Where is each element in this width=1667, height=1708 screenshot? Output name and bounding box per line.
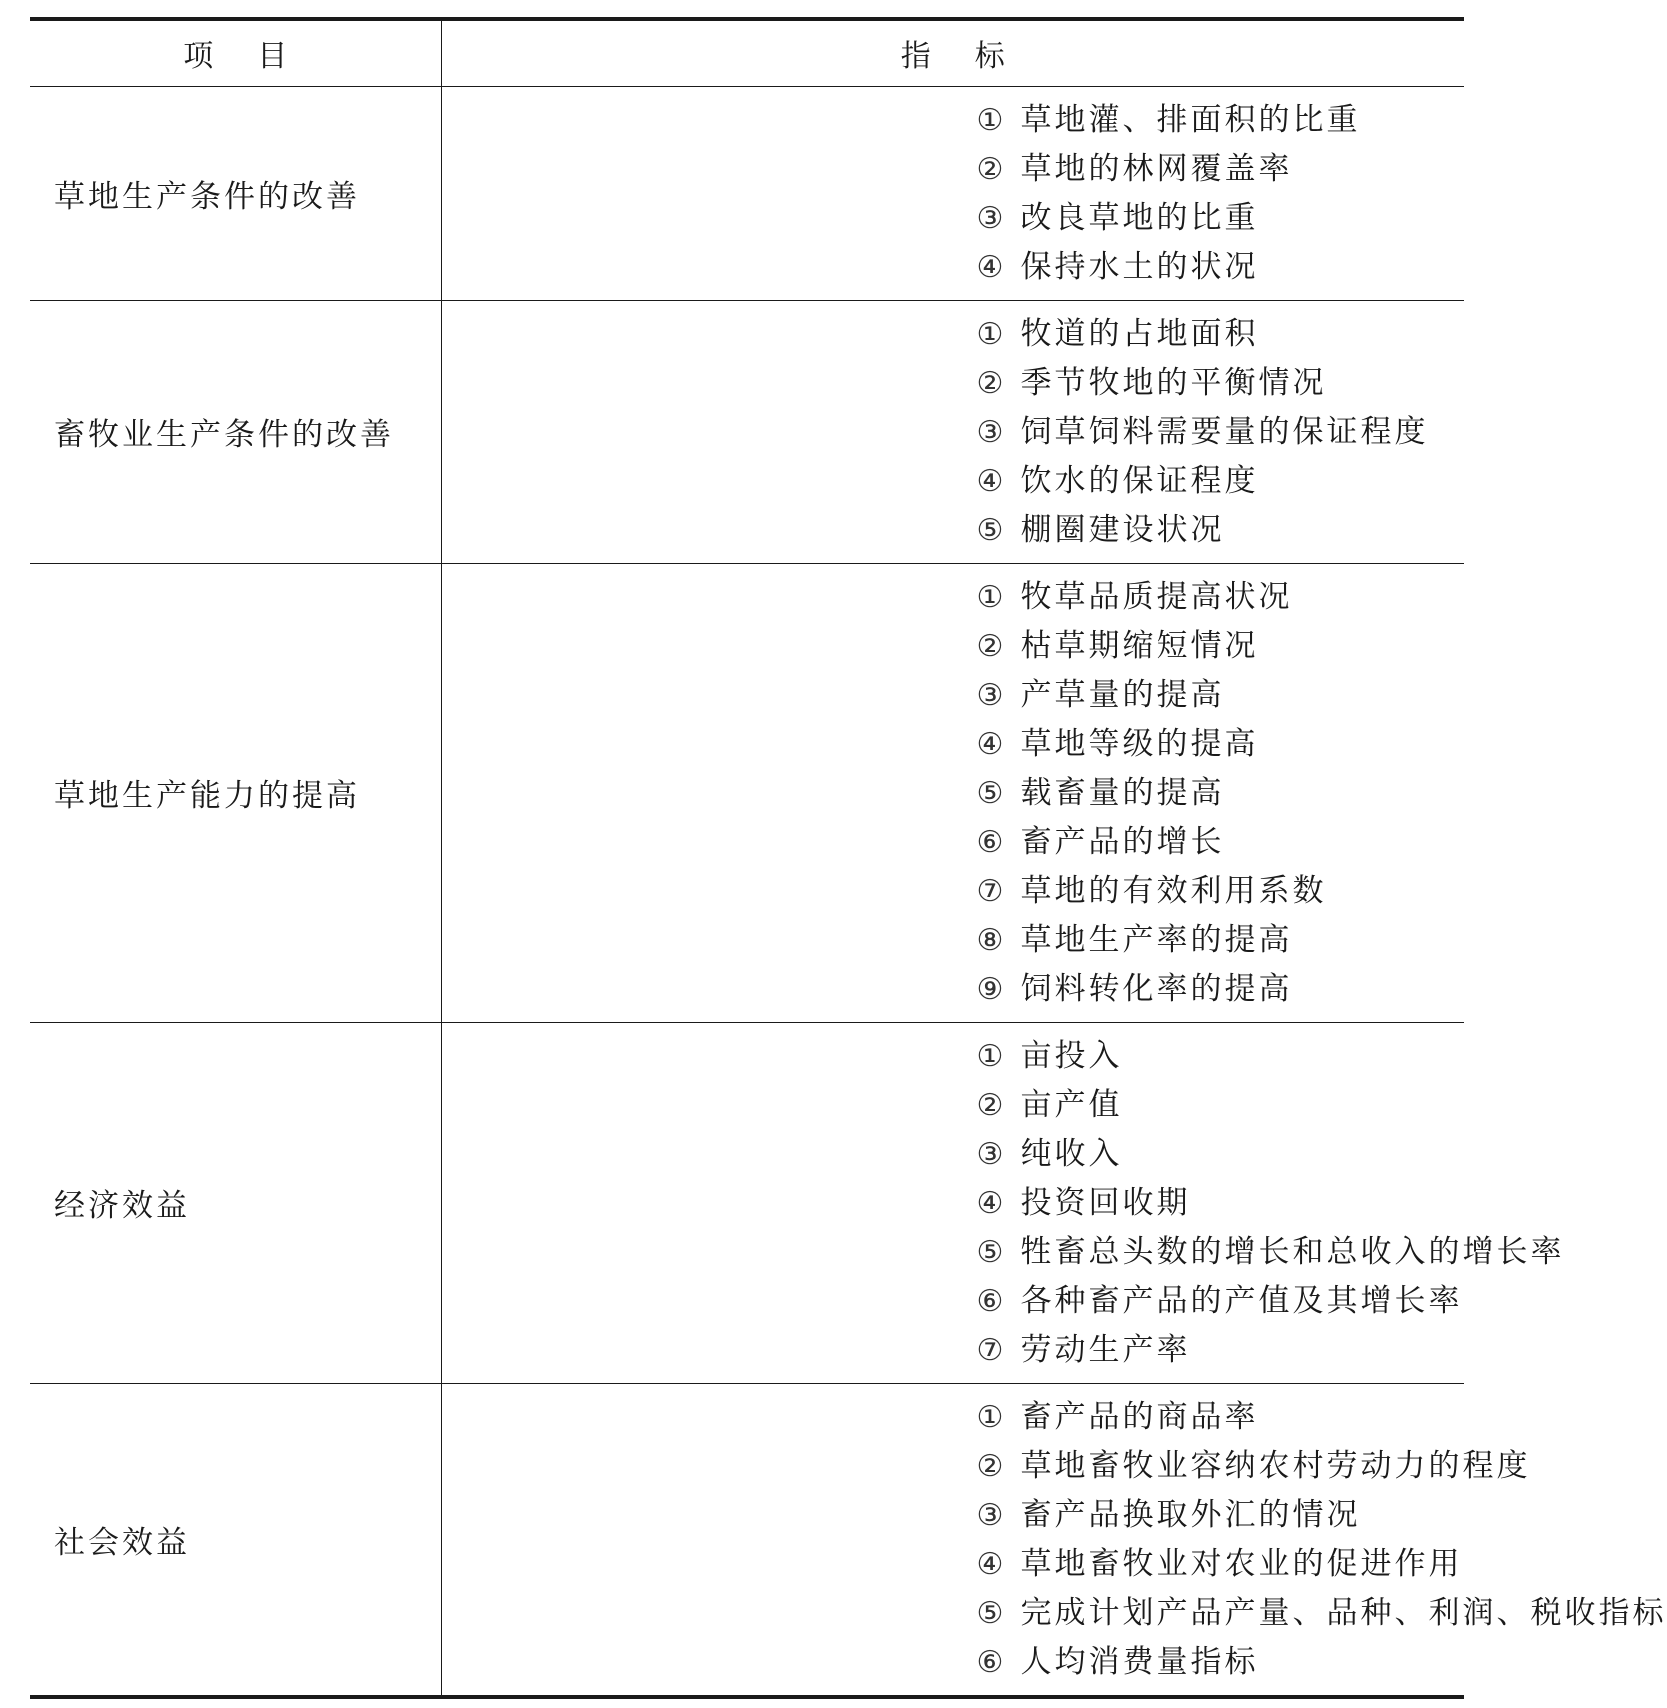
list-item (976, 1442, 1531, 1491)
indicator-number: ② (976, 365, 1004, 401)
indicator-list (976, 1384, 1667, 1695)
list-item (977, 1393, 1465, 1442)
indicator-text: 牧道的占地面积 (1020, 315, 1259, 352)
list-item (977, 1326, 1465, 1375)
indicator-text: 畜产品换取外汇的情况 (1020, 1496, 1361, 1533)
indicator-text: 饮水的保证程度 (1020, 462, 1259, 499)
list-item (977, 1032, 1465, 1081)
indicator-text: 完成计划产品产量、品种、利润、税收指标 (1020, 1594, 1667, 1631)
list-item (977, 1277, 1465, 1326)
indicator-number: ③ (976, 677, 1004, 713)
indicator-number: ④ (976, 249, 1004, 285)
indicator-text: 投资回收期 (1020, 1184, 1191, 1221)
indicator-number: ⑥ (976, 1644, 1004, 1680)
category-cell: 社会效益 (30, 1383, 441, 1697)
indicator-number: ⑤ (976, 512, 1004, 548)
indicator-number: ③ (976, 1497, 1004, 1533)
indicator-text: 人均消费量指标 (1020, 1643, 1259, 1680)
list-item (977, 769, 1465, 818)
indicator-text: 季节牧地的平衡情况 (1020, 364, 1327, 401)
table-row (30, 300, 1464, 563)
table-body (30, 86, 1667, 1697)
header-item-char-1: 项 (183, 39, 214, 75)
indicator-number: ② (976, 1448, 1004, 1484)
indicator-text: 亩投入 (1020, 1037, 1123, 1074)
header-item (30, 19, 441, 86)
indicator-text: 草地等级的提高 (1020, 725, 1259, 762)
indicator-number: ⑤ (976, 1595, 1004, 1631)
indicator-list (977, 301, 1465, 563)
list-item (977, 96, 1465, 145)
indicator-text: 改良草地的比重 (1020, 199, 1259, 236)
list-item (977, 145, 1465, 194)
indicator-list (977, 564, 1465, 1022)
list-item (977, 818, 1465, 867)
list-item (976, 1228, 1565, 1277)
indicator-cell (441, 1022, 1565, 1383)
indicator-text: 纯收入 (1020, 1135, 1123, 1172)
list-item (977, 359, 1465, 408)
list-item (977, 720, 1465, 769)
list-item (977, 965, 1465, 1014)
table-row (30, 1383, 1464, 1697)
indicator-cell (441, 86, 1464, 300)
indicator-list (976, 1023, 1565, 1383)
indicator-number: ① (976, 316, 1004, 352)
indicator-text: 牧草品质提高状况 (1020, 578, 1293, 615)
category-cell: 草地生产能力的提高 (30, 563, 441, 1022)
category-cell: 畜牧业生产条件的改善 (30, 300, 441, 563)
indicator-number: ② (976, 151, 1004, 187)
indicator-text: 产草量的提高 (1020, 676, 1225, 713)
indicator-number: ④ (976, 726, 1004, 762)
list-item (977, 457, 1465, 506)
list-item (977, 310, 1465, 359)
indicator-text: 饲草饲料需要量的保证程度 (1020, 413, 1429, 450)
header-item-char-2: 目 (257, 39, 288, 75)
indicator-number: ④ (976, 1546, 1004, 1582)
indicator-number: ⑦ (976, 1332, 1004, 1368)
indicator-text: 草地畜牧业容纳农村劳动力的程度 (1020, 1447, 1531, 1484)
indicator-number: ① (976, 102, 1004, 138)
indicator-number: ⑦ (976, 873, 1004, 909)
indicator-cell (441, 563, 1464, 1022)
indicator-text: 草地生产率的提高 (1020, 921, 1293, 958)
indicator-text: 枯草期缩短情况 (1020, 627, 1259, 664)
indicator-cell (441, 300, 1464, 563)
list-item (977, 867, 1465, 916)
indicator-text: 畜产品的增长 (1020, 823, 1225, 860)
list-item (977, 408, 1465, 457)
indicator-list (977, 87, 1465, 300)
indicator-number: ⑥ (976, 1283, 1004, 1319)
category-cell: 经济效益 (30, 1022, 441, 1383)
table-row (30, 563, 1464, 1022)
indicator-text: 棚圈建设状况 (1020, 511, 1225, 548)
header-indicator-char-1: 指 (900, 39, 931, 75)
indicator-text: 草地畜牧业对农业的促进作用 (1020, 1545, 1463, 1582)
indicator-text: 保持水土的状况 (1020, 248, 1259, 285)
list-item (977, 573, 1465, 622)
list-item (977, 1179, 1465, 1228)
indicator-text: 各种畜产品的产值及其增长率 (1020, 1282, 1463, 1319)
header-indicator-char-2: 标 (974, 39, 1005, 75)
list-item (977, 194, 1465, 243)
indicator-text: 饲料转化率的提高 (1020, 970, 1293, 1007)
indicator-number: ⑤ (976, 1234, 1004, 1270)
indicator-text: 草地的林网覆盖率 (1020, 150, 1293, 187)
indicator-number: ⑤ (976, 775, 1004, 811)
indicator-number: ④ (976, 463, 1004, 499)
list-item (977, 506, 1465, 555)
indicator-table (30, 17, 1667, 1699)
indicator-text: 亩产值 (1020, 1086, 1123, 1123)
category-cell: 草地生产条件的改善 (30, 86, 441, 300)
indicator-number: ④ (976, 1185, 1004, 1221)
indicator-text: 畜产品的商品率 (1020, 1398, 1259, 1435)
table-header-row (30, 19, 1464, 86)
list-item (977, 671, 1465, 720)
list-item (977, 243, 1465, 292)
indicator-number: ⑥ (976, 824, 1004, 860)
indicator-number: ① (976, 579, 1004, 615)
list-item (977, 1540, 1465, 1589)
list-item (977, 1638, 1465, 1687)
list-item (976, 1589, 1667, 1638)
list-item (977, 622, 1465, 671)
indicator-text: 载畜量的提高 (1020, 774, 1225, 811)
indicator-text: 劳动生产率 (1020, 1331, 1191, 1368)
indicator-text: 草地灌、排面积的比重 (1020, 101, 1361, 138)
header-indicator (441, 19, 1464, 86)
indicator-number: ② (976, 1087, 1004, 1123)
indicator-number: ⑧ (976, 922, 1004, 958)
indicator-number: ⑨ (976, 971, 1004, 1007)
table-row (30, 86, 1464, 300)
list-item (977, 1491, 1465, 1540)
list-item (977, 916, 1465, 965)
indicator-number: ① (976, 1399, 1004, 1435)
list-item (977, 1130, 1465, 1179)
indicator-text: 草地的有效利用系数 (1020, 872, 1327, 909)
indicator-number: ② (976, 628, 1004, 664)
indicator-number: ③ (976, 200, 1004, 236)
indicator-cell (441, 1383, 1667, 1697)
indicator-number: ① (976, 1038, 1004, 1074)
indicator-number: ③ (976, 414, 1004, 450)
indicator-text: 牲畜总头数的增长和总收入的增长率 (1020, 1233, 1565, 1270)
indicator-table-container (30, 17, 1667, 1699)
table-row (30, 1022, 1464, 1383)
indicator-number: ③ (976, 1136, 1004, 1172)
list-item (977, 1081, 1465, 1130)
